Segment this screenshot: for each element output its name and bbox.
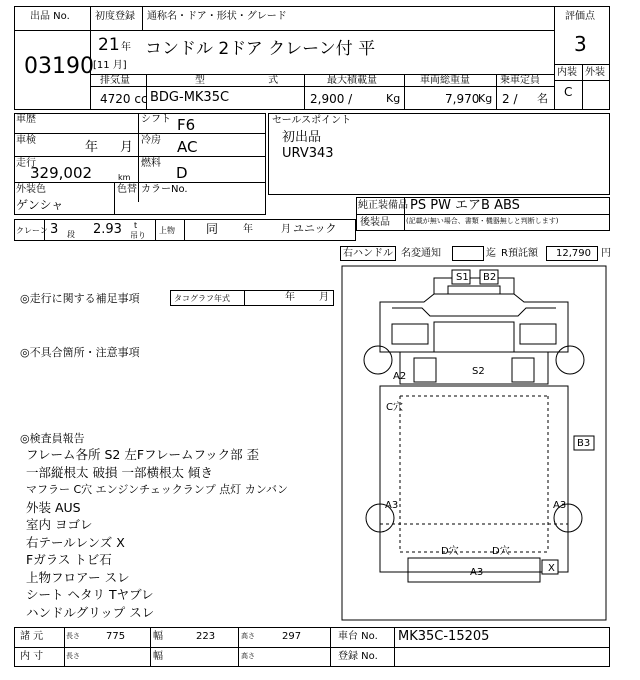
mark-b3: B3 [577, 438, 591, 449]
report-line: マフラー C穴 エンジンチェックランプ 点灯 カンバン [26, 483, 289, 496]
driving-notes-title: ◎走行に関する補足事項 [20, 292, 140, 305]
tachograph-month: 月 [319, 292, 329, 303]
shift-label: シフト [141, 114, 171, 125]
chassis-label: 車台 No. [338, 631, 378, 642]
name-change-deadline-field [452, 246, 484, 261]
gross-weight-unit: Kg [478, 92, 493, 105]
model-header-label: 通称名・ドア・形状・グレード [147, 11, 287, 22]
capacity-unit: 名 [537, 92, 548, 105]
inspector-report-list [26, 446, 336, 621]
upper-body-year: 年 [243, 224, 253, 235]
report-line: ハンドルグリップ スレ [26, 604, 155, 620]
ac-value: AC [177, 138, 198, 156]
registration-year: 21 [98, 35, 120, 55]
crane-stages-unit: 段 [67, 230, 75, 239]
interior-height-label: 高さ [241, 652, 255, 660]
mileage-value: 329,002 [30, 164, 93, 182]
displacement-label: 排気量 [100, 75, 130, 86]
chassis-number: MK35C-15205 [398, 629, 490, 644]
report-line: 室内 ヨゴレ [26, 517, 93, 532]
interior-grade: C [564, 85, 573, 99]
height-label: 高さ [241, 632, 255, 640]
grade-label: 評価点 [565, 11, 595, 22]
registration-number-label: 登録 No. [338, 651, 378, 662]
deadline-label: 迄 [486, 248, 496, 259]
interior-dims-label: 内 寸 [20, 651, 44, 662]
max-load-value: 2,900 / [310, 92, 353, 106]
upper-body-month: 月 [281, 224, 291, 235]
lot-no-label: 出品 No. [30, 11, 70, 22]
model-code-value: BDG-MK35C [150, 90, 230, 105]
color-number-label: カラーNo. [141, 184, 188, 195]
exterior-color-value: ゲンシャ [16, 198, 64, 212]
report-line: 上物フロアー スレ [26, 569, 130, 585]
lot-number: 03190 [24, 54, 94, 79]
tachograph-label: タコグラフ年式 [174, 294, 230, 303]
crane-capacity: 2.93 [93, 222, 122, 237]
gross-weight-label: 車両総重量 [420, 75, 470, 86]
mark-s1: S1 [456, 272, 469, 283]
registration-month: [11 月] [93, 60, 127, 71]
crane-capacity-unit-bottom: 吊り [130, 231, 146, 240]
mileage-unit: km [118, 173, 131, 182]
fuel-label: 燃料 [141, 158, 161, 169]
upper-body-maker: ユニック [293, 222, 337, 235]
capacity-label: 乗車定員 [500, 75, 540, 86]
defects-title: ◎不具合箇所・注意事項 [20, 346, 140, 359]
capacity-value: 2 / [502, 92, 518, 106]
overall-grade: 3 [574, 32, 587, 56]
registration-year-unit: 年 [121, 42, 131, 53]
mark-d-hole-right: D穴 [492, 546, 510, 557]
mark-b2: B2 [483, 272, 497, 283]
mileage-label: 走行 [16, 158, 36, 169]
rhd-badge: 右ハンドル [340, 246, 396, 261]
max-load-label: 最大積載量 [327, 75, 377, 86]
gross-weight-value: 7,970 [445, 92, 480, 106]
recycle-fee-yen: 円 [601, 248, 611, 259]
max-load-unit: Kg [386, 92, 401, 105]
genuine-equipment-value: PS PW エアB ABS [410, 198, 520, 213]
sales-point-line-2: URV343 [282, 146, 334, 161]
mark-a3-left: A3 [385, 500, 399, 511]
interior-length-label: 長さ [66, 652, 80, 660]
displacement-value: 4720 cc [100, 92, 148, 106]
height-value: 297 [282, 631, 302, 642]
name-change-label: 名変通知 [401, 248, 441, 259]
mark-c-hole: C穴 [386, 402, 403, 413]
length-label: 長さ [66, 632, 80, 640]
report-line: フレーム各所 S2 左Fフレームフック部 歪 [26, 447, 260, 462]
upper-body-same: 同 [206, 222, 219, 236]
tachograph-year: 年 [285, 292, 295, 303]
inspection-year-unit: 年 [85, 140, 99, 155]
width-label: 幅 [153, 631, 163, 642]
exterior-grade-label: 外装 [585, 67, 605, 78]
mark-x: X [548, 563, 555, 574]
inspection-label: 車検 [16, 135, 36, 146]
car-name: コンドル 2ドア クレーン付 平 [145, 39, 376, 59]
inspection-month-unit: 月 [120, 140, 134, 155]
report-line: Fガラス トビ石 [26, 552, 112, 567]
crane-capacity-unit-top: t [134, 221, 138, 230]
mark-d-hole-left: D穴 [441, 546, 459, 557]
mark-a2: A2 [393, 371, 407, 382]
genuine-equipment-label: 純正装備品 [358, 200, 408, 211]
report-line: 外装 AUS [26, 499, 81, 515]
color-change-label: 色替 [117, 184, 137, 195]
aftermarket-note: (記載が無い場合、書類・機器無しと判断します) [406, 217, 559, 225]
recycle-fee-label: R預託額 [501, 248, 538, 259]
interior-width-label: 幅 [153, 651, 163, 662]
mark-a3-right: A3 [553, 500, 567, 511]
crane-stages: 3 [50, 222, 59, 237]
shift-value: F6 [177, 116, 196, 134]
mark-a3-rear: A3 [470, 567, 484, 578]
length-value: 775 [106, 631, 126, 642]
first-registration-label: 初度登録 [95, 11, 135, 22]
report-line: 一部縦根太 破損 一部横根太 傾き [26, 464, 213, 480]
recycle-fee-value: 12,790 [556, 248, 591, 259]
ac-label: 冷房 [141, 135, 161, 146]
inspector-report-title: ◎検査員報告 [20, 432, 85, 445]
report-line: シート ヘタリ Tヤブレ [26, 587, 154, 602]
sales-point-line-1: 初出品 [282, 130, 322, 145]
upper-body-label: 上物 [159, 226, 175, 235]
fuel-value: D [176, 164, 188, 182]
exterior-color-label: 外装色 [16, 184, 46, 195]
specs-label: 諸 元 [20, 631, 44, 642]
aftermarket-label: 後装品 [360, 217, 390, 228]
width-value: 223 [196, 631, 216, 642]
crane-label: クレーン [16, 226, 48, 235]
model-code-label: 型 式 [195, 75, 309, 86]
history-label: 車歴 [16, 114, 36, 125]
sales-point-label: セールスポイント [272, 115, 352, 126]
mark-s2: S2 [472, 366, 485, 377]
report-line: 右テールレンズ X [26, 534, 125, 550]
interior-grade-label: 内装 [557, 67, 577, 78]
